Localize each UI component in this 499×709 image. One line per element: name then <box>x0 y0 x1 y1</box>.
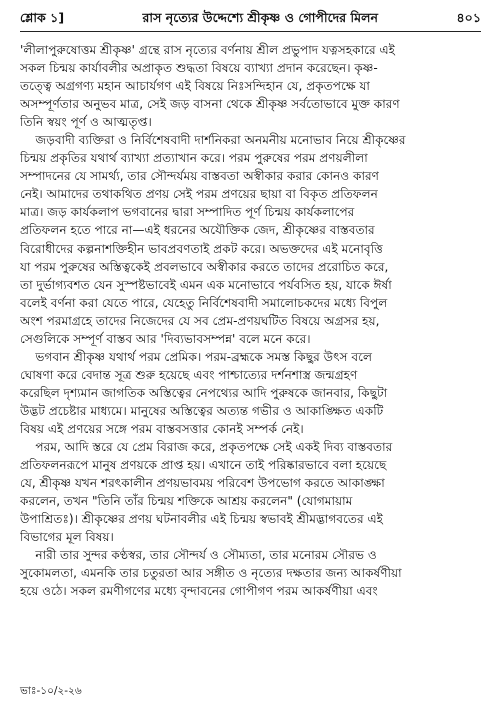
text-line: জড়বাদী ব্যক্তিরা ও নির্বিশেষবাদী দার্শনিকরা অনমনীয় মনোভাব নিয়ে শ্রীকৃষ্ণের <box>20 133 406 148</box>
text-line: 'লীলাপুরুষোত্তম শ্রীকৃষ্ণ' গ্রন্থে রাস নৃত্যের বর্ণনায় শ্রীল প্রভুপাদ যত্নসহকারে এই <box>20 43 395 57</box>
text-line: মাত্র। জড় কার্যকলাপ ভগবানের দ্বারা সম্পাদিত পূর্ণ চিন্ময় কার্যকলাপের <box>20 205 355 220</box>
text-line: সুকোমলতা, এমনকি তার চতুরতা আর সঙ্গীত ও নৃত্যের দক্ষতার জন্য আকর্ষণীয়া <box>20 566 402 581</box>
text-line: পরম, আদি স্তরে যে প্রেম বিরাজ করে, প্রকৃতপক্ষে সেই একই দিব্য বাস্তবতার <box>20 440 393 455</box>
page-number: ৪০১ <box>456 10 481 25</box>
text-line: চিন্ময় প্রকৃতির যথার্থ ব্যাখ্যা প্রত্যাখান করে। পরম পুরুষের পরম প্রণয়লীলা <box>20 151 368 166</box>
verse-reference: শ্লোক ১] <box>20 10 65 25</box>
text-line: নেই। আমাদের তথাকথিত প্রণয় সেই পরম প্রণয়ের ছায়া বা বিকৃত প্রতিফলন <box>20 187 378 202</box>
text-line: বলেই বর্ণনা করা যেতে পারে, যেহেতু নির্বিশেষবাদী সমালোচকদের মধ্যে বিপুল <box>20 295 388 310</box>
text-line: উদ্ভট প্রচেষ্টার মাধ্যমে। মানুষের অস্তিত্বের অত্যন্ত গভীর ও আকাঙ্ক্ষিত একটি <box>20 403 384 418</box>
text-line: করলেন, তখন "তিনি তাঁর চিন্ময় শক্তিকে আশ্রয় করলেন" (যোগমায়াম <box>20 494 353 509</box>
text-line: অংশ পরমাগ্রহে তাদের নিজেদের যে সব প্রেম-প্রণয়ঘটিত বিষয়ে অগ্রসর হয়, <box>20 313 380 328</box>
text-line: বিরোধীদের কল্পনাশক্তিহীন ভাবপ্রবণতাই প্রকট করে। অভক্তদের এই মনোবৃত্তি <box>20 241 383 256</box>
text-line: তিনি স্বয়ং পূর্ণ ও আত্মতৃপ্ত। <box>20 115 152 130</box>
header-rule <box>20 31 481 32</box>
text-line: সেগুলিকে সম্পূর্ণ বাস্তব আর 'দিব্যভাবসম্পন্ন' বলে মনে করে। <box>20 331 311 346</box>
text-line: ভগবান শ্রীকৃষ্ণ যথার্থ পরম প্রেমিক। পরম-ব্রহ্মকে সমস্ত কিছুর উৎস বলে <box>20 349 372 364</box>
text-line: যে, শ্রীকৃষ্ণ যখন শরৎকালীন প্রণয়ভাবময় পরিবেশ উপভোগ করতে আকাঙ্ক্ষা <box>20 476 385 491</box>
text-line: ঘোষণা করে বেদান্ত সূত্র শুরু হয়েছে এবং পাশ্চাত্যের দর্শনশাস্ত্র জন্মগ্রহণ <box>20 367 358 382</box>
text-line: প্রতিফলনরূপে মানুষ প্রণয়কে প্রাপ্ত হয়। এখানে তাই পরিষ্কারভাবে বলা হয়েছে <box>20 458 387 473</box>
chapter-title: রাস নৃত্যের উদ্দেশ্যে শ্রীকৃষ্ণ ও গোপীদের মিলন <box>142 10 379 25</box>
text-line: উপাশ্রিতঃ)। শ্রীকৃষ্ণের প্রণয় ঘটনাবলীর এই চিন্ময় স্বভাবই শ্রীমদ্ভাগবতের এই <box>20 512 383 527</box>
text-line: করেছিল দৃশ্যমান জাগতিক অস্তিত্বের নেপথ্যের আদি পুরুষকে জানবার, কিছুটা <box>20 385 388 400</box>
running-header <box>20 10 481 30</box>
text-line: নারী তার সুন্দর কণ্ঠস্বর, তার সৌন্দর্য ও সৌম্যতা, তার মনোরম সৌরভ ও <box>20 548 377 563</box>
text-line: তা দুর্ভাগ্যবশত যেন সুস্পষ্টভাবেই এমন এক মনোভাবে পর্যবসিত হয়, যাকে ঈর্ষা <box>20 277 392 292</box>
text-line: বিভাগের মূল বিষয়। <box>20 530 114 545</box>
text-line: তত্ত্বে অগ্রগণ্য মহান আচার্যগণ এই বিষয়ে নিঃসন্দিহান যে, প্রকৃতপক্ষে যা <box>20 79 370 94</box>
print-signature: ভাঃ-১০/২-২৬ <box>20 685 82 697</box>
body-text <box>20 41 481 600</box>
text-line: যা পরম পুরুষের অস্তিত্বকেই প্রবলভাবে অস্বীকার করতে তাদের প্ররোচিত করে, <box>20 259 389 274</box>
text-line: সম্পাদনের যে সামর্থ্য, তার সৌন্দর্যময় বাস্তবতা অস্বীকার করার কোনও কারণ <box>20 169 379 184</box>
text-line: হয়ে ওঠে। সকল রমণীগণের মধ্যে বৃন্দাবনের গোপীগণ পরম আকর্ষণীয়া এবং <box>20 584 378 599</box>
text-line: সকল চিন্ময় কার্যাবলীর অপ্রাকৃত শুদ্ধতা বিষয়ে ব্যাখ্যা প্রদান করেছেন। কৃষ্ণ- <box>20 61 378 76</box>
text-line: বিষয় এই প্রণয়ের সঙ্গে পরম বাস্তবসত্তার কোনই সম্পর্ক নেই। <box>20 421 304 436</box>
text-line: অসম্পূর্ণতার অনুভব মাত্র, সেই জড় বাসনা থেকে শ্রীকৃষ্ণ সর্বতোভাবে মুক্ত কারণ <box>20 97 400 112</box>
text-line: প্রতিফলন হতে পারে না—এই ধরনের অযৌক্তিক জেদ, শ্রীকৃষ্ণের বাস্তবতার <box>20 223 375 238</box>
